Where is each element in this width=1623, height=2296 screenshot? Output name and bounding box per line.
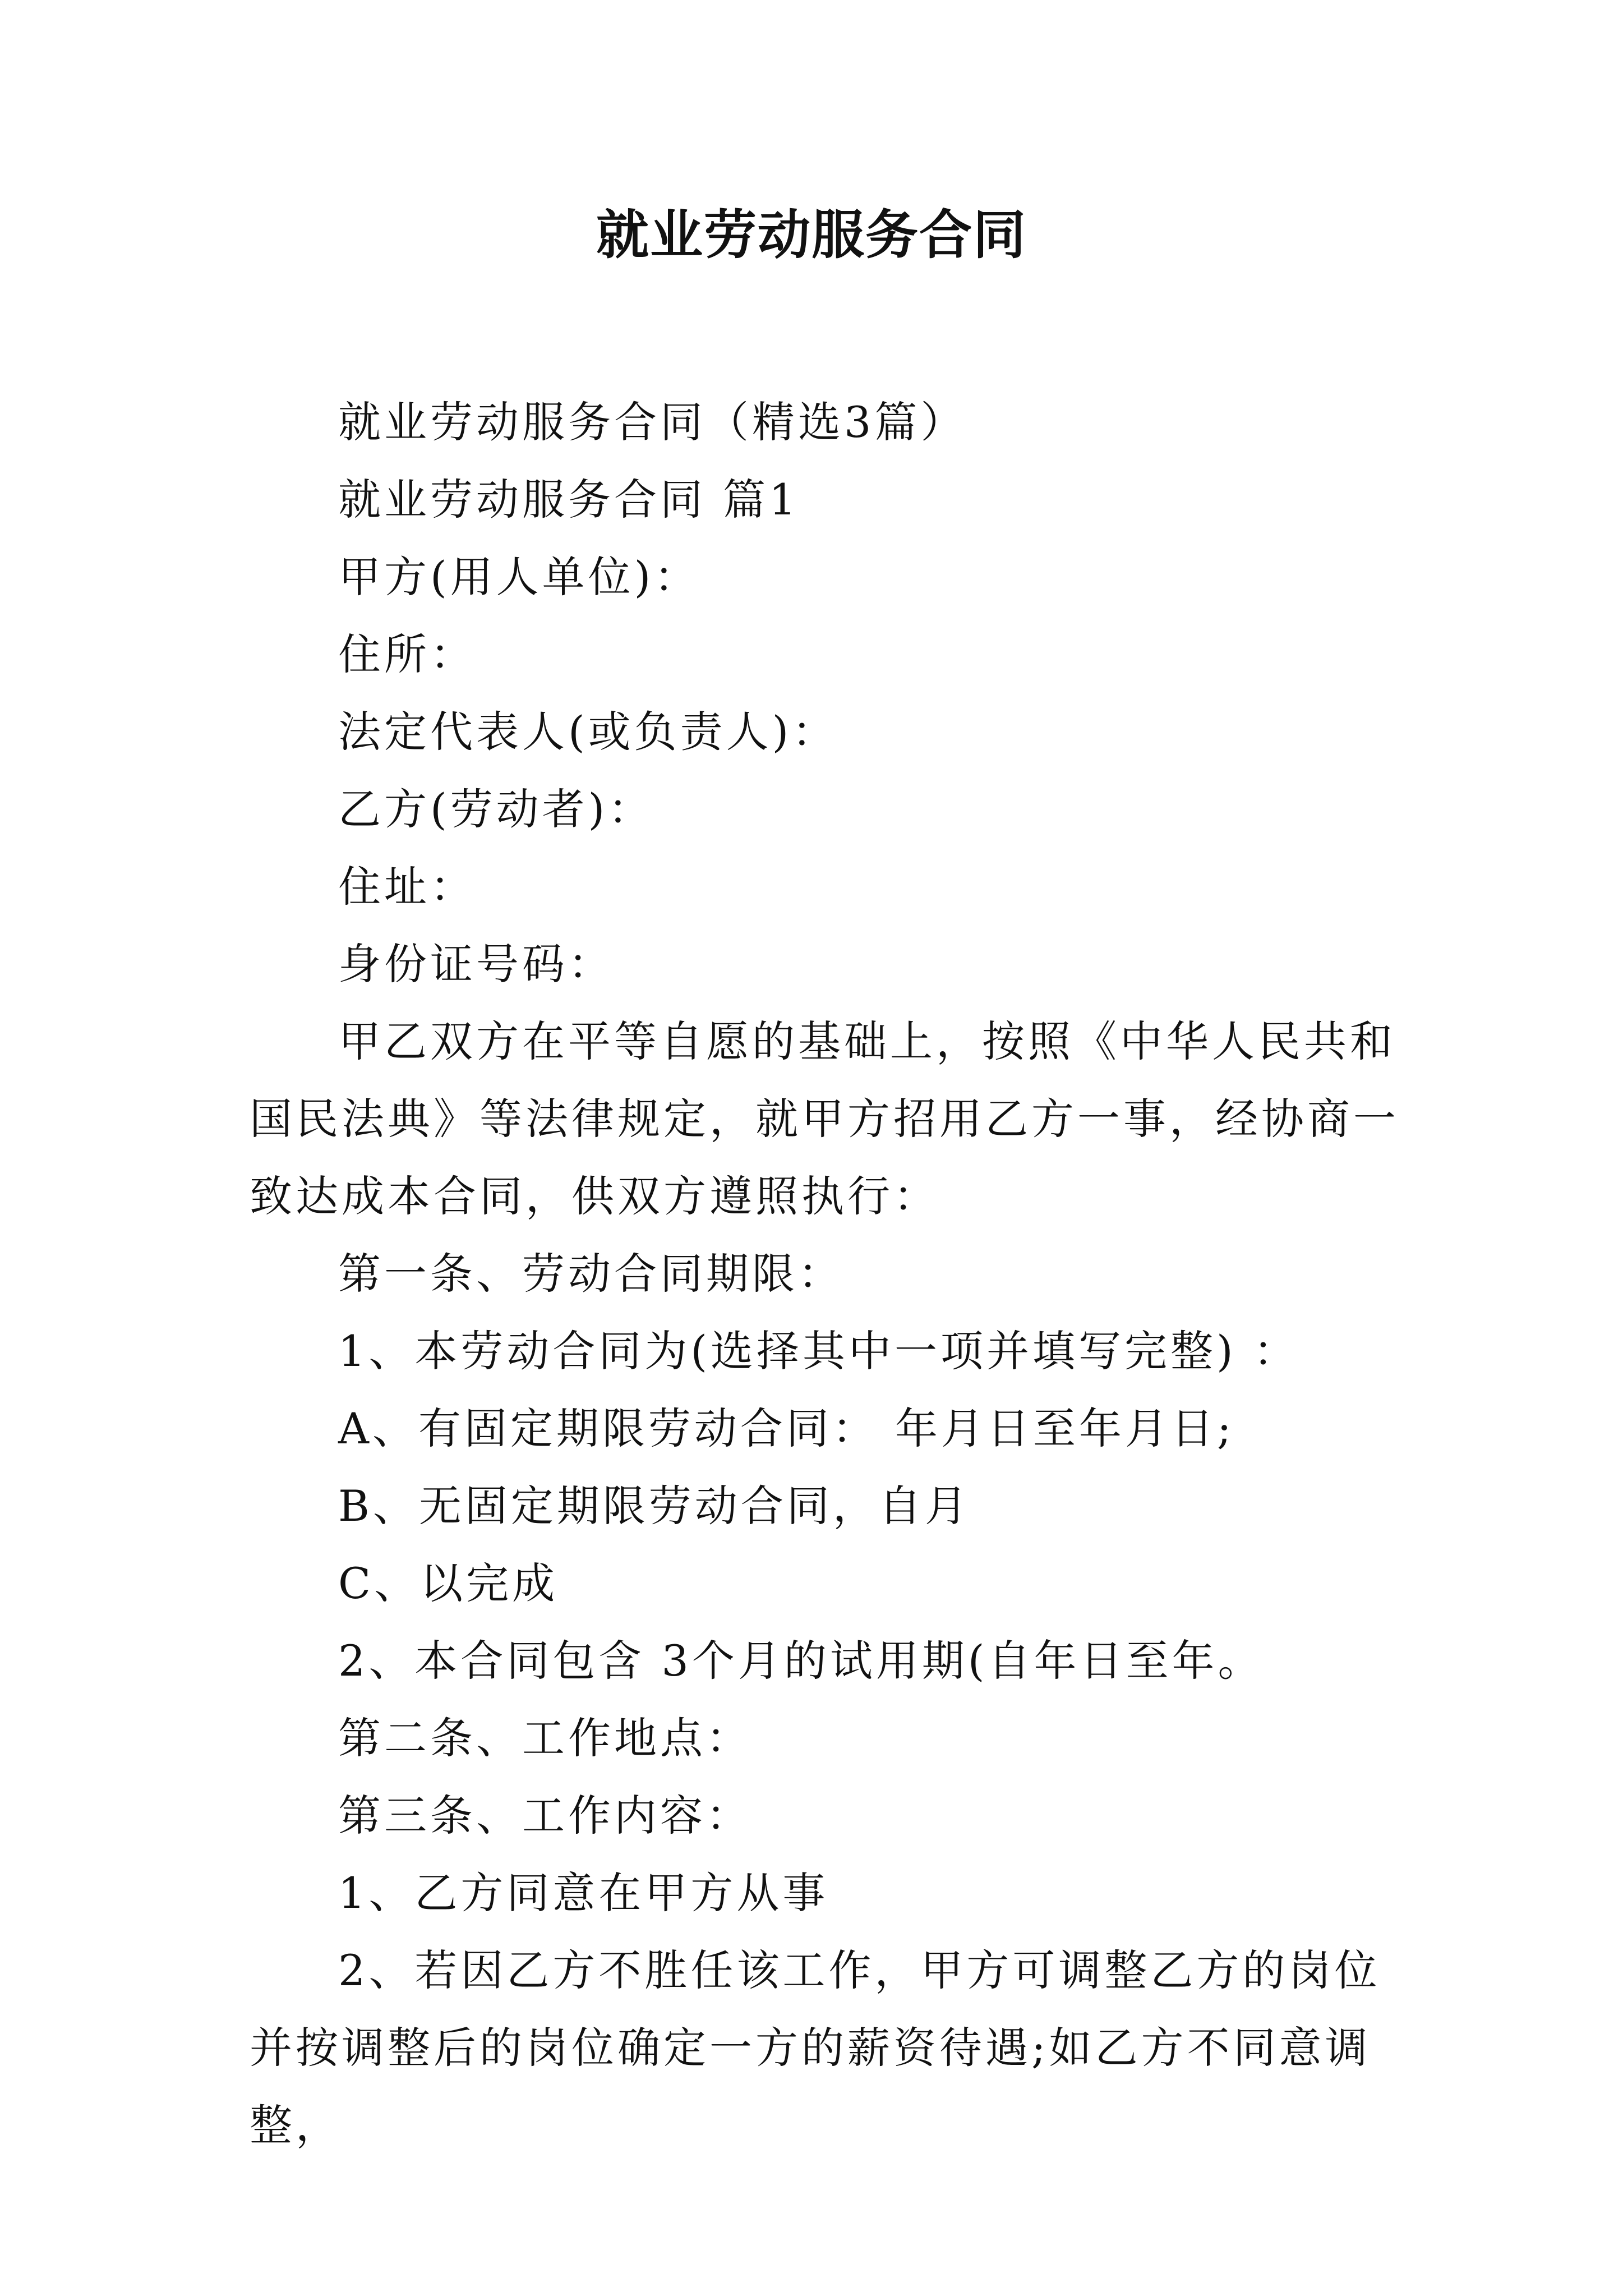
paragraph-article-3: 第三条、工作内容： (338, 1791, 752, 1841)
paragraph-preamble: 甲乙双方在平等自愿的基础上，按照《中华人民共和国民法典》等法律规定，就甲方招用乙方一事，经协商一致达成本合同，供双方遵照执行： (250, 1016, 1399, 1221)
paragraph-article-1-item-1: 1、本劳动合同为(选择其中一项并填写完整) ： (338, 1326, 1299, 1376)
paragraph-collection-title: 就业劳动服务合同（精选3篇） (338, 397, 967, 447)
document-body (250, 384, 1399, 2164)
paragraph-article-2: 第二条、工作地点： (338, 1713, 752, 1763)
paragraph-article-3-item-2: 2、若因乙方不胜任该工作，甲方可调整乙方的岗位并按调整后的岗位确定一方的薪资待遇;如乙方不同意调整， (250, 1945, 1381, 2150)
paragraph-part-heading: 就业劳动服务合同 篇1 (338, 475, 800, 524)
paragraph-article-3-item-1: 1、乙方同意在甲方从事 (338, 1868, 829, 1918)
paragraph-article-1: 第一条、劳动合同期限： (338, 1249, 844, 1299)
paragraph-party-a-address: 住所： (338, 629, 476, 679)
paragraph-party-b: 乙方(劳动者)： (338, 784, 654, 834)
paragraph-legal-representative: 法定代表人(或负责人)： (338, 707, 838, 757)
paragraph-id-number: 身份证号码： (338, 939, 614, 989)
document-title: 就业劳动服务合同 (596, 205, 1027, 266)
paragraph-party-a: 甲方(用人单位)： (338, 552, 700, 602)
paragraph-option-b: B、无固定期限劳动合同，自月 (338, 1481, 971, 1531)
paragraph-party-b-address: 住址： (338, 862, 476, 912)
paragraph-option-a: A、有固定期限劳动合同： 年月日至年月日; (338, 1404, 1235, 1453)
paragraph-option-c: C、以完成 (338, 1558, 559, 1608)
paragraph-probation: 2、本合同包含 3个月的试用期(自年日至年。 (338, 1636, 1264, 1686)
